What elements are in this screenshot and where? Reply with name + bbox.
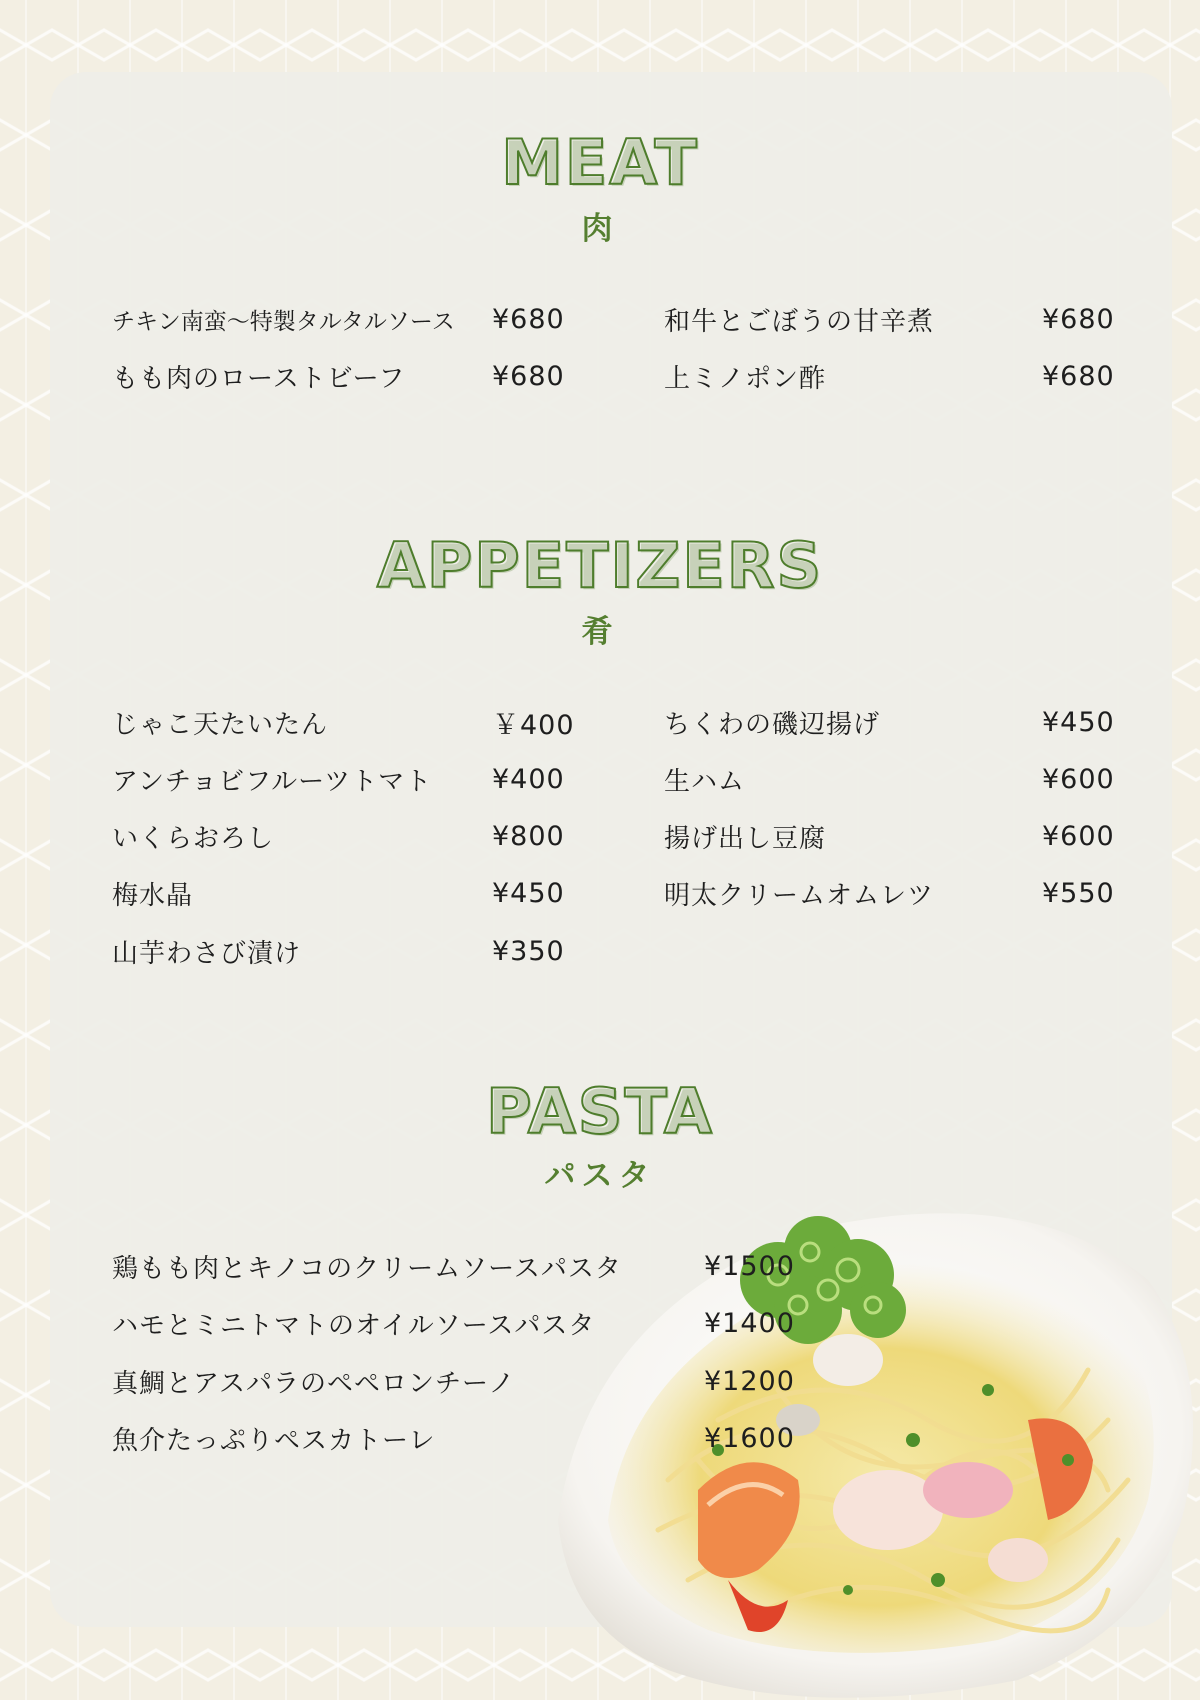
- item-price: ¥1400: [704, 1307, 795, 1339]
- appetizers-subtitle: 肴: [581, 614, 619, 650]
- menu-item: [112, 931, 572, 971]
- item-price: ¥1200: [704, 1365, 795, 1397]
- menu-item: [664, 356, 1124, 396]
- item-price: ¥680: [1042, 360, 1115, 392]
- item-name: 揚げ出し豆腐: [664, 823, 827, 854]
- menu-item: [664, 873, 1124, 913]
- menu-item: [112, 356, 572, 396]
- item-name: 山芋わさび漬け: [112, 938, 302, 969]
- item-price: ¥450: [1042, 706, 1115, 738]
- menu-item: [112, 1303, 812, 1343]
- menu-item: [112, 759, 572, 799]
- meat-title: MEAT: [501, 126, 699, 199]
- item-name: いくらおろし: [112, 823, 275, 854]
- menu-item: [664, 299, 1124, 339]
- item-name: チキン南蛮〜特製タルタルソース: [112, 308, 455, 335]
- menu-item: [112, 816, 572, 856]
- item-name: 生ハム: [664, 766, 746, 797]
- item-name: 魚介たっぷりペスカトーレ: [112, 1425, 436, 1456]
- item-name: ハモとミニトマトのオイルソースパスタ: [112, 1310, 596, 1341]
- item-price: ¥550: [1042, 877, 1115, 909]
- item-name: 和牛とごぼうの甘辛煮: [664, 306, 935, 337]
- item-price: ¥350: [492, 935, 565, 967]
- item-name: 上ミノポン酢: [664, 363, 827, 394]
- item-name: じゃこ天たいたん: [112, 709, 329, 740]
- item-name: 鶏もも肉とキノコのクリームソースパスタ: [112, 1253, 622, 1284]
- menu-item: [664, 759, 1124, 799]
- item-name: ちくわの磯辺揚げ: [664, 709, 881, 740]
- menu-item: [112, 299, 572, 339]
- item-name: 真鯛とアスパラのペペロンチーノ: [112, 1368, 516, 1399]
- item-price: ¥680: [492, 360, 565, 392]
- item-name: 梅水晶: [112, 880, 194, 911]
- item-price: ¥680: [1042, 303, 1115, 335]
- appetizers-title: APPETIZERS: [376, 529, 824, 602]
- menu-item: [112, 702, 575, 742]
- item-price: ¥450: [492, 877, 565, 909]
- menu-item: [112, 1418, 812, 1458]
- item-price: ¥680: [492, 303, 565, 335]
- item-name: もも肉のローストビーフ: [112, 363, 406, 394]
- item-price: ¥1500: [704, 1250, 795, 1282]
- item-price: ¥800: [492, 820, 565, 852]
- meat-subtitle: 肉: [581, 211, 619, 247]
- item-price: ￥400: [492, 709, 575, 741]
- item-price: ¥600: [1042, 763, 1115, 795]
- item-name: アンチョビフルーツトマト: [112, 766, 433, 797]
- menu-item: [112, 1246, 812, 1286]
- item-name: 明太クリームオムレツ: [664, 880, 935, 911]
- item-price: ¥1600: [704, 1422, 795, 1454]
- item-price: ¥600: [1042, 820, 1115, 852]
- menu-item: [664, 702, 1124, 742]
- menu-item: [112, 873, 572, 913]
- pasta-subtitle: パスタ: [544, 1158, 656, 1194]
- menu-item: [664, 816, 1124, 856]
- menu-item: [112, 1361, 812, 1401]
- item-price: ¥400: [492, 763, 565, 795]
- pasta-title: PASTA: [486, 1075, 714, 1148]
